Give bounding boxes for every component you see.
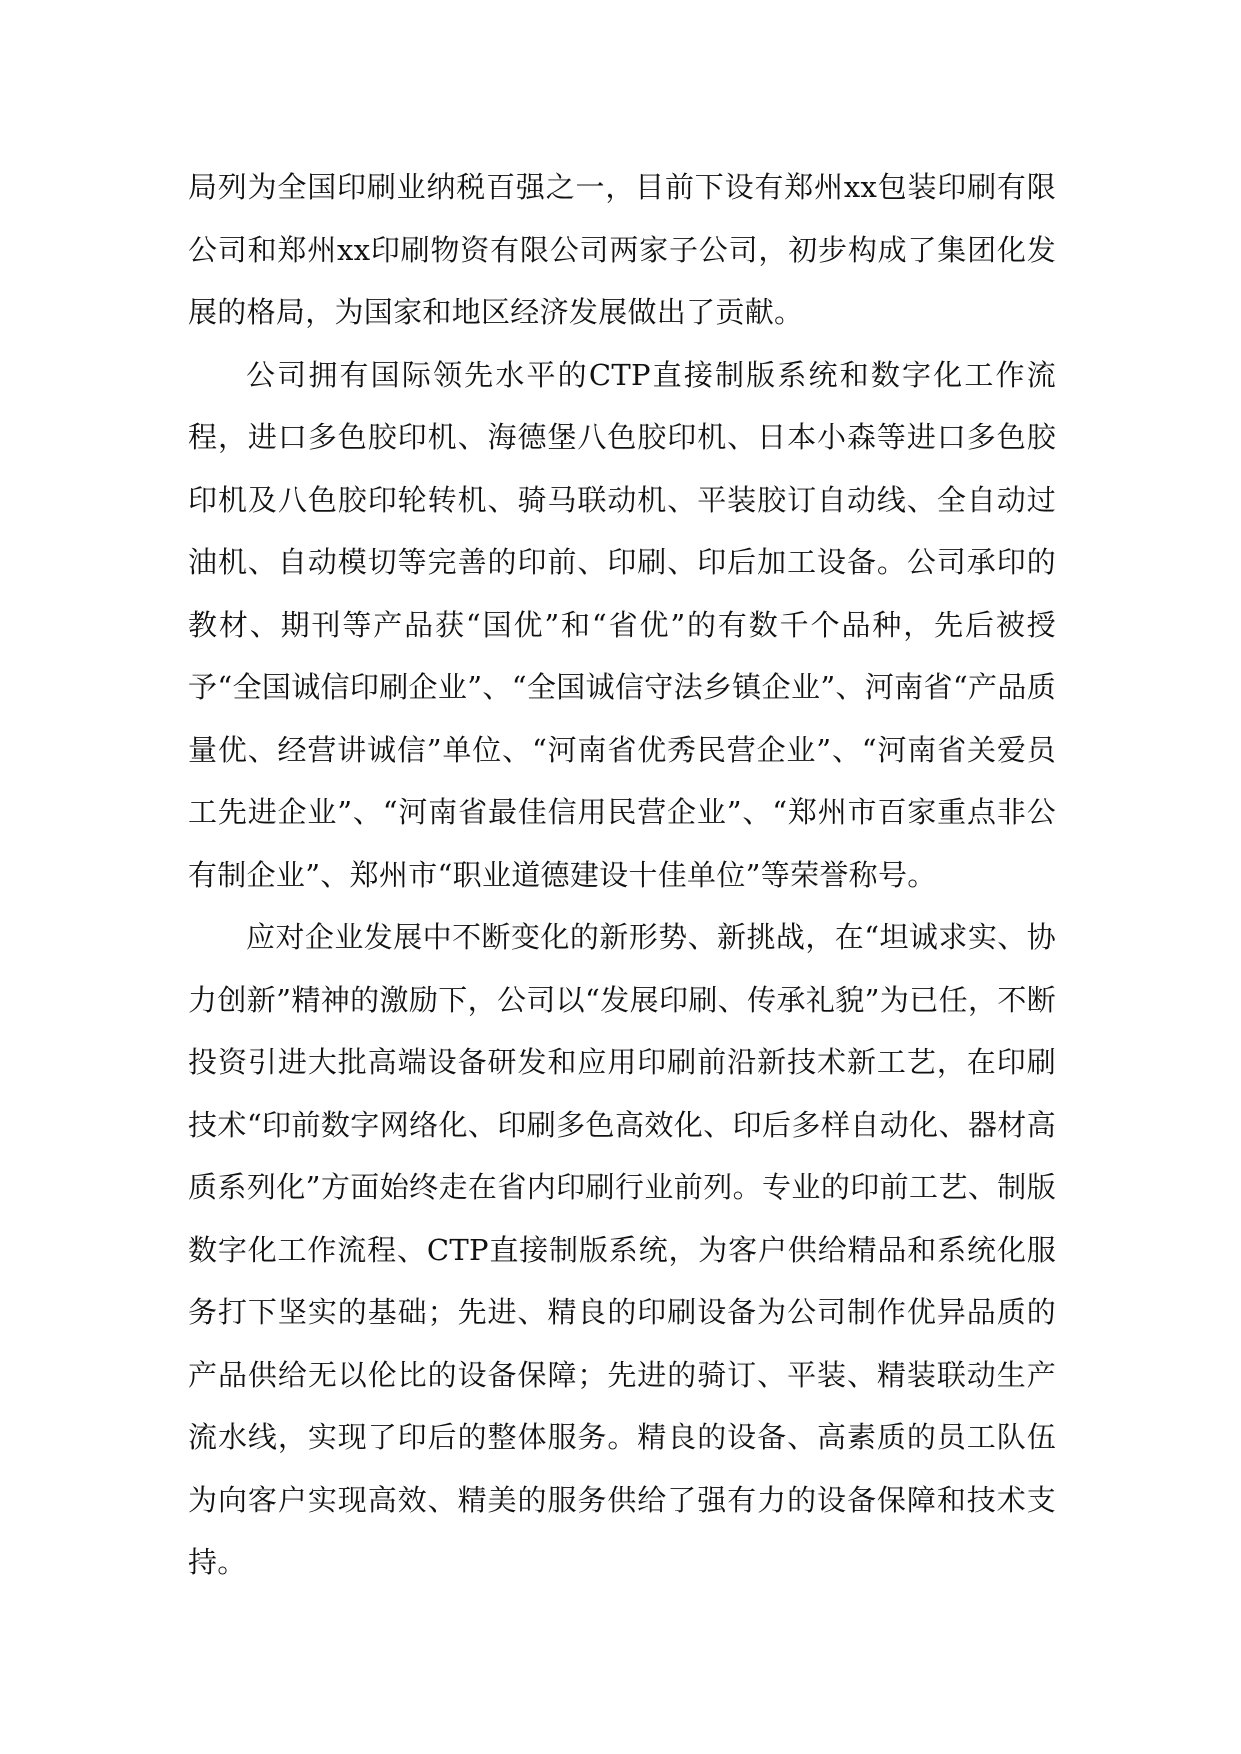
paragraph-3: 应对企业发展中不断变化的新形势、新挑战，在“坦诚求实、协力创新”精神的激励下，公司以“发展印刷、传承礼貌”为已任，不断投资引进大批高端设备研发和应用印刷前沿新技术新工艺，在印刷技术“印前数字网络化、印刷多色高效化、印后多样自动化、器材高质系列化”方面始终走在省内印刷行业前列。专业的印前工艺、制版数字化工作流程、CTP直接制版系统，为客户供给精品和系统化服务打下坚实的基础；先进、精良的印刷设备为公司制作优异品质的产品供给无以伦比的设备保障；先进的骑订、平装、精装联动生产流水线，实现了印后的整体服务。精良的设备、高素质的员工队伍为向客户实现高效、精美的服务供给了强有力的设备保障和技术支持。 bbox=[188, 920, 1056, 1579]
paragraph-2: 公司拥有国际领先水平的CTP直接制版系统和数字化工作流程，进口多色胶印机、海德堡八色胶印机、日本小森等进口多色胶印机及八色胶印轮转机、骑马联动机、平装胶订自动线、全自动过油机、自动模切等完善的印前、印刷、印后加工设备。公司承印的教材、期刊等产品获“国优”和“省优”的有数千个品种，先后被授予“全国诚信印刷企业”、“全国诚信守法乡镇企业”、河南省“产品质量优、经营讲诚信”单位、“河南省优秀民营企业”、“河南省关爱员工先进企业”、“河南省最佳信用民营企业”、“郑州市百家重点非公有制企业”、郑州市“职业道德建设十佳单位”等荣誉称号。 bbox=[188, 357, 1056, 892]
paragraph-1: 局列为全国印刷业纳税百强之一，目前下设有郑州xx包装印刷有限公司和郑州xx印刷物资有限公司两家子公司，初步构成了集团化发展的格局，为国家和地区经济发展做出了贡献。 bbox=[188, 170, 1056, 329]
document-body bbox=[188, 156, 1056, 1594]
